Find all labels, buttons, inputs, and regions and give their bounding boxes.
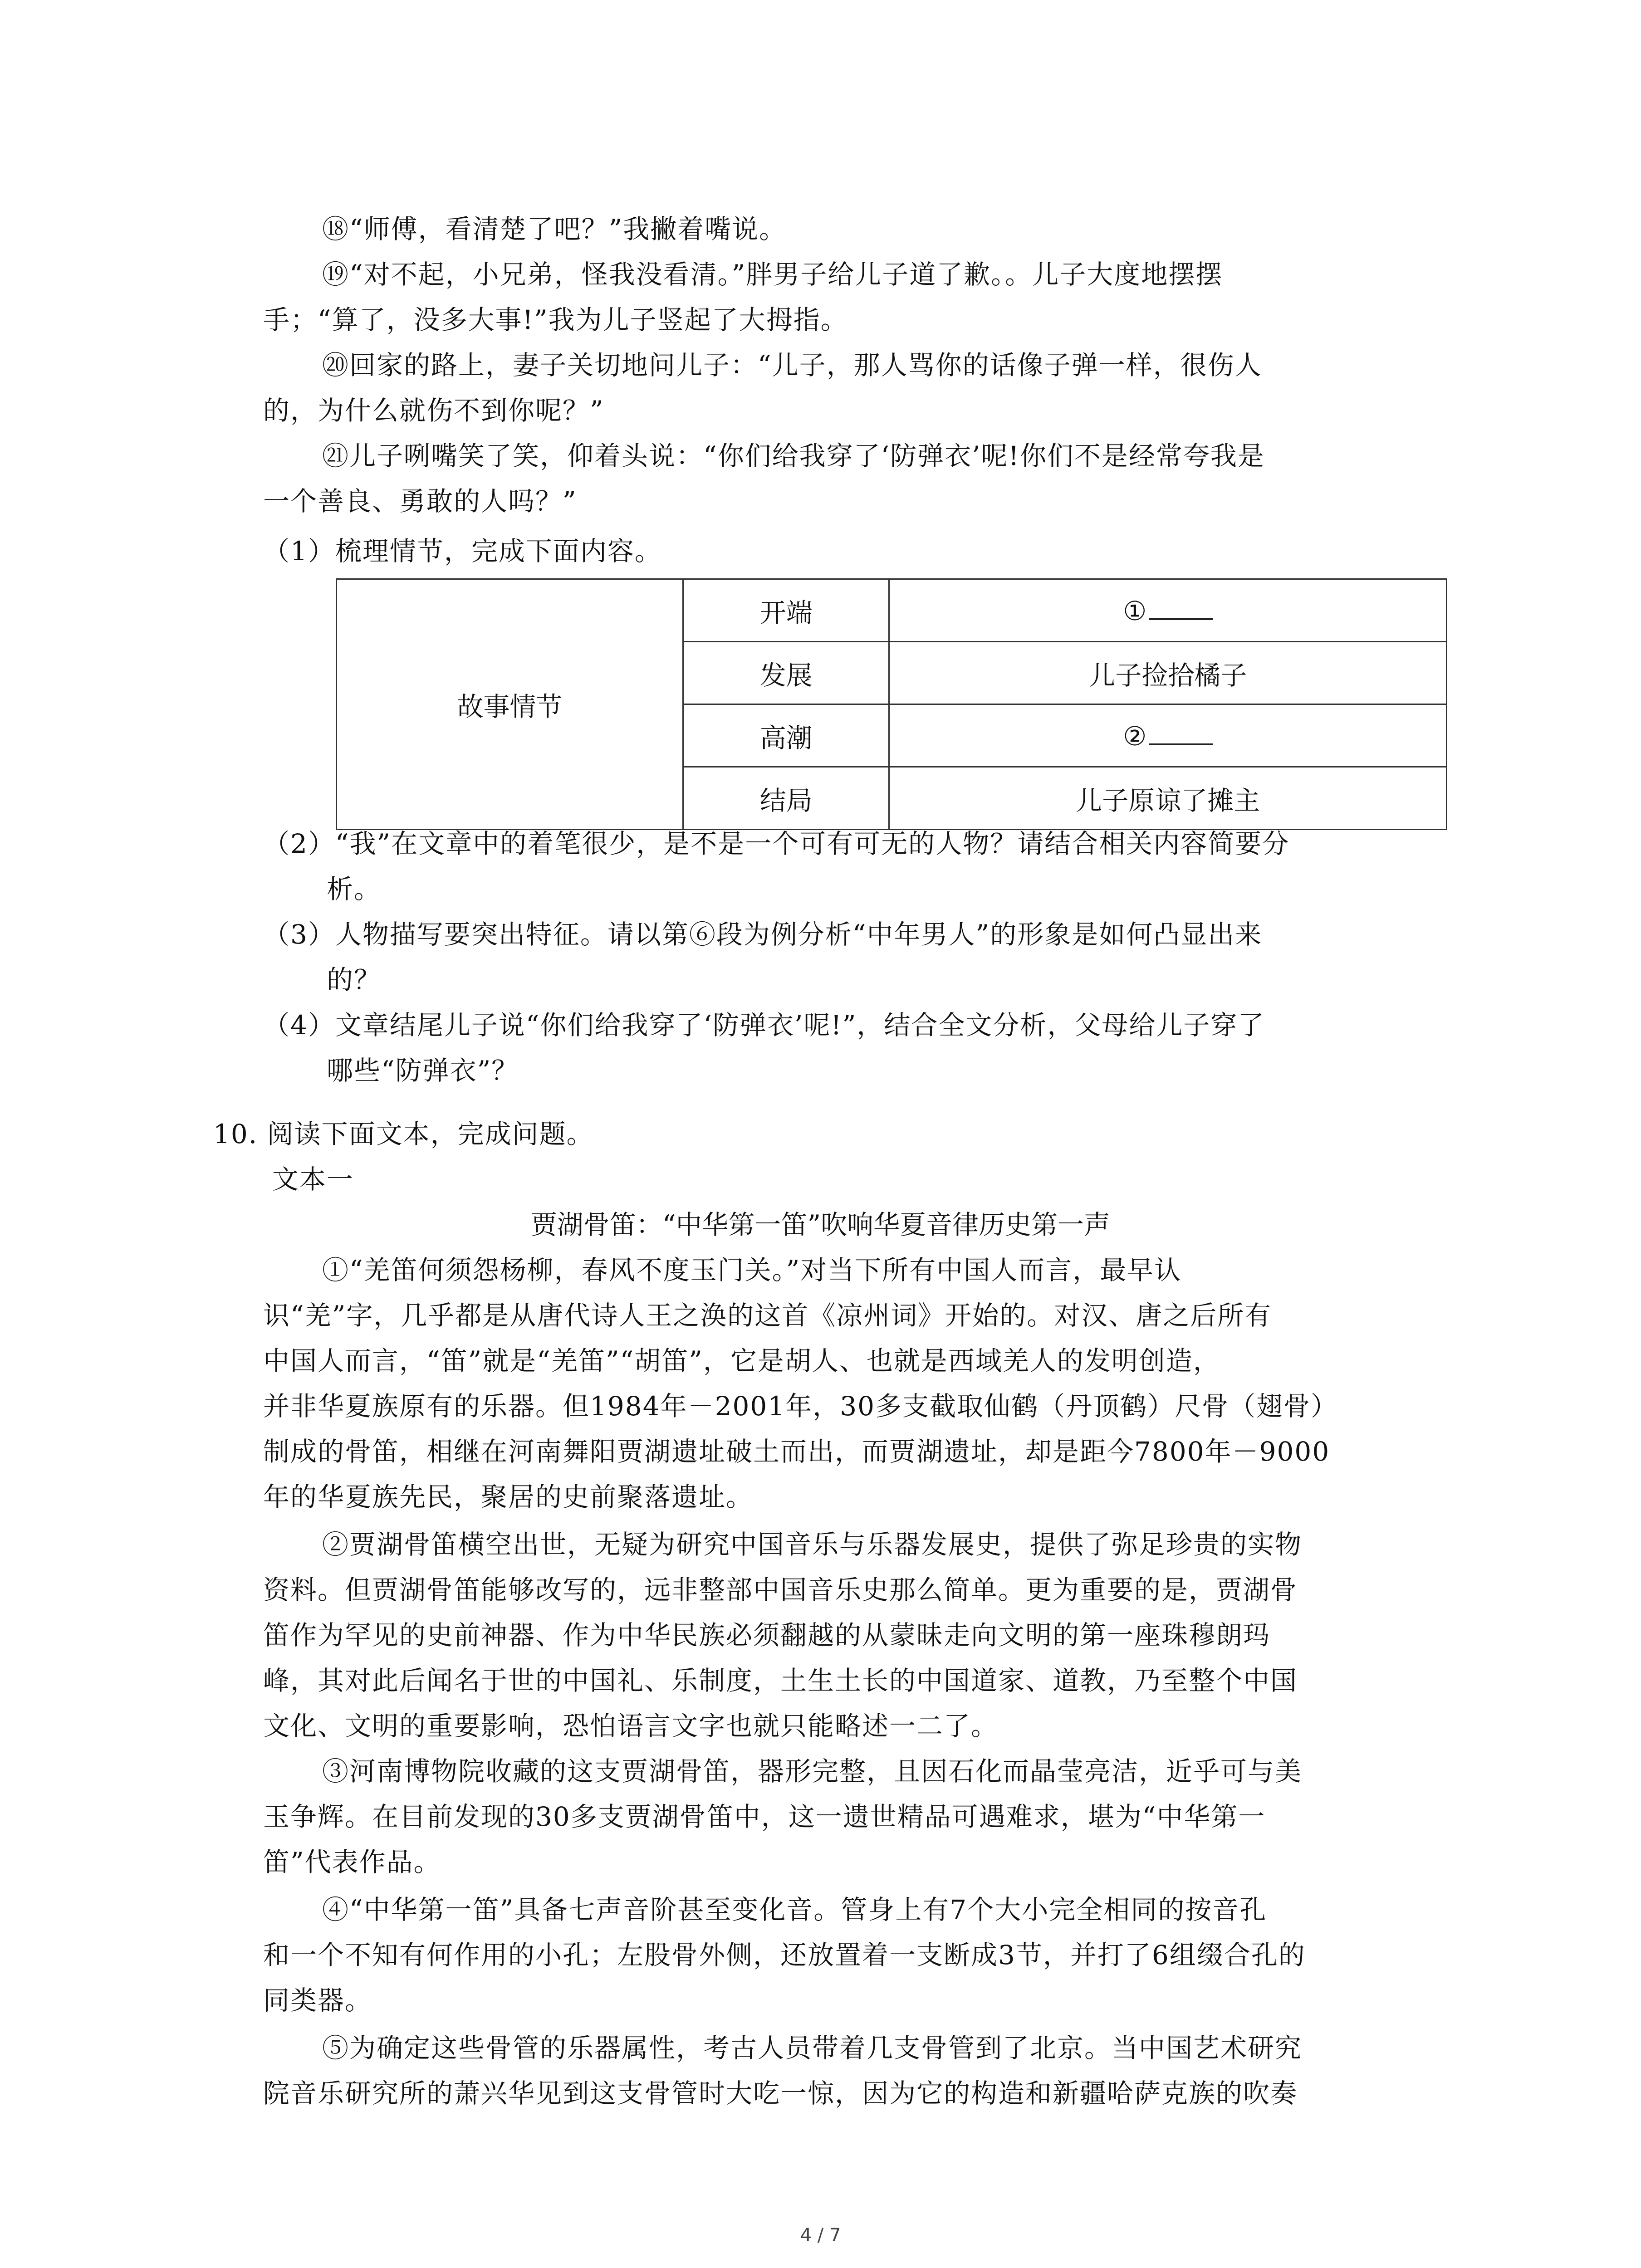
article-line: ③河南博物院收藏的这支贾湖骨笛，器形完整，且因石化而晶莹亮洁，近乎可与美 (322, 1756, 1303, 1787)
answer-blank-1[interactable] (1149, 595, 1213, 620)
plot-stage: 开端 (683, 579, 889, 642)
question-4-line-2: 哪些“防弹衣”？ (327, 1055, 519, 1086)
story-paragraph-19: ⑲“对不起，小兄弟，怪我没看清。”胖男子给儿子道了歉。。儿子大度地摆摆 (322, 259, 1223, 290)
article-line: 中国人而言，“笛”就是“羌笛”“胡笛”，它是胡人、也就是西域羌人的发明创造， (263, 1345, 1220, 1376)
article-line: 笛作为罕见的史前神器、作为中华民族必须翻越的从蒙昧走向文明的第一座珠穆朗玛 (263, 1620, 1271, 1651)
article-line: 识“羌”字，几乎都是从唐代诗人王之涣的这首《凉州词》开始的。对汉、唐之后所有 (263, 1300, 1272, 1331)
plot-stage: 发展 (683, 642, 889, 704)
article-line: 年的华夏族先民，聚居的史前聚落遗址。 (263, 1481, 754, 1512)
question-2-line-1: （2）“我”在文章中的着笔很少，是不是一个可有可无的人物？请结合相关内容简要分 (263, 828, 1290, 859)
blank-number: ② (1123, 720, 1147, 752)
article-line: 文化、文明的重要影响，恐怕语言文字也就只能略述一二了。 (263, 1711, 999, 1741)
article-line: ④“中华第一笛”具备七声音阶甚至变化音。管身上有7个大小完全相同的按音孔 (322, 1894, 1267, 1925)
article-line: 和一个不知有何作用的小孔；左股骨外侧，还放置着一支断成3节，并打了6组缀合孔的 (263, 1940, 1306, 1970)
article-line: ⑤为确定这些骨管的乐器属性，考古人员带着几支骨管到了北京。当中国艺术研究 (322, 2033, 1303, 2063)
article-line: ①“羌笛何须怨杨柳，春风不度玉门关。”对当下所有中国人而言，最早认 (322, 1255, 1182, 1286)
article-line: 并非华夏族原有的乐器。但1984年－2001年，30多支截取仙鹤（丹顶鹤）尺骨（翅骨） (263, 1391, 1338, 1422)
plot-content-blank-2 (889, 704, 1447, 767)
text-one-label: 文本一 (272, 1164, 354, 1195)
plot-content: 儿子原谅了摊主 (889, 767, 1447, 830)
story-paragraph-20-cont: 的，为什么就伤不到你呢？” (263, 395, 604, 426)
plot-table-row-header: 故事情节 (337, 579, 683, 830)
story-paragraph-20: ⑳回家的路上，妻子关切地问儿子：“儿子，那人骂你的话像子弹一样，很伤人 (322, 350, 1262, 381)
article-line: 峰，其对此后闻名于世的中国礼、乐制度，土生土长的中国道家、道教，乃至整个中国 (263, 1665, 1298, 1696)
answer-blank-2[interactable] (1149, 720, 1213, 745)
story-paragraph-18: ⑱“师傅，看清楚了吧？”我撇着嘴说。 (322, 214, 787, 244)
plot-table (336, 578, 1447, 830)
question-3-line-2: 的？ (327, 964, 382, 995)
story-paragraph-19-cont: 手；“算了，没多大事!”我为儿子竖起了大拇指。 (263, 304, 848, 335)
article-line: 玉争辉。在目前发现的30多支贾湖骨笛中，这一遗世精品可遇难求，堪为“中华第一 (263, 1801, 1266, 1832)
page-number: 4 / 7 (800, 2225, 841, 2246)
plot-content: 儿子捡拾橘子 (889, 642, 1447, 704)
article-line: 院音乐研究所的萧兴华见到这支骨管时大吃一惊，因为它的构造和新疆哈萨克族的吹奏 (263, 2078, 1298, 2109)
story-paragraph-21-cont: 一个善良、勇敢的人吗？” (263, 486, 577, 517)
article-line: 资料。但贾湖骨笛能够改写的，远非整部中国音乐史那么简单。更为重要的是，贾湖骨 (263, 1574, 1298, 1605)
article-line: 笛”代表作品。 (263, 1847, 441, 1877)
question-3-line-1: （3）人物描写要突出特征。请以第⑥段为例分析“中年男人”的形象是如何凸显出来 (263, 919, 1263, 950)
question-4-line-1: （4）文章结尾儿子说“你们给我穿了‘防弹衣’呢!”，结合全文分析，父母给儿子穿了 (263, 1010, 1265, 1041)
plot-content-blank-1 (889, 579, 1447, 642)
article-line: 制成的骨笛，相继在河南舞阳贾湖遗址破土而出，而贾湖遗址，却是距今7800年－9000 (263, 1436, 1330, 1467)
question-2-line-2: 析。 (327, 874, 382, 904)
blank-number: ① (1123, 595, 1147, 626)
plot-stage: 高潮 (683, 704, 889, 767)
article-line: ②贾湖骨笛横空出世，无疑为研究中国音乐与乐器发展史，提供了弥足珍贵的实物 (322, 1529, 1303, 1560)
story-paragraph-21: ㉑儿子咧嘴笑了笑，仰着头说：“你们给我穿了‘防弹衣’呢!你们不是经常夸我是 (322, 440, 1265, 471)
article-line: 同类器。 (263, 1985, 372, 2016)
question-10-heading: 10. 阅读下面文本，完成问题。 (213, 1119, 594, 1149)
article-title: 贾湖骨笛：“中华第一笛”吹响华夏音律历史第一声 (530, 1209, 1111, 1240)
plot-stage: 结局 (683, 767, 889, 830)
question-1-prompt: （1）梳理情节，完成下面内容。 (263, 536, 662, 567)
